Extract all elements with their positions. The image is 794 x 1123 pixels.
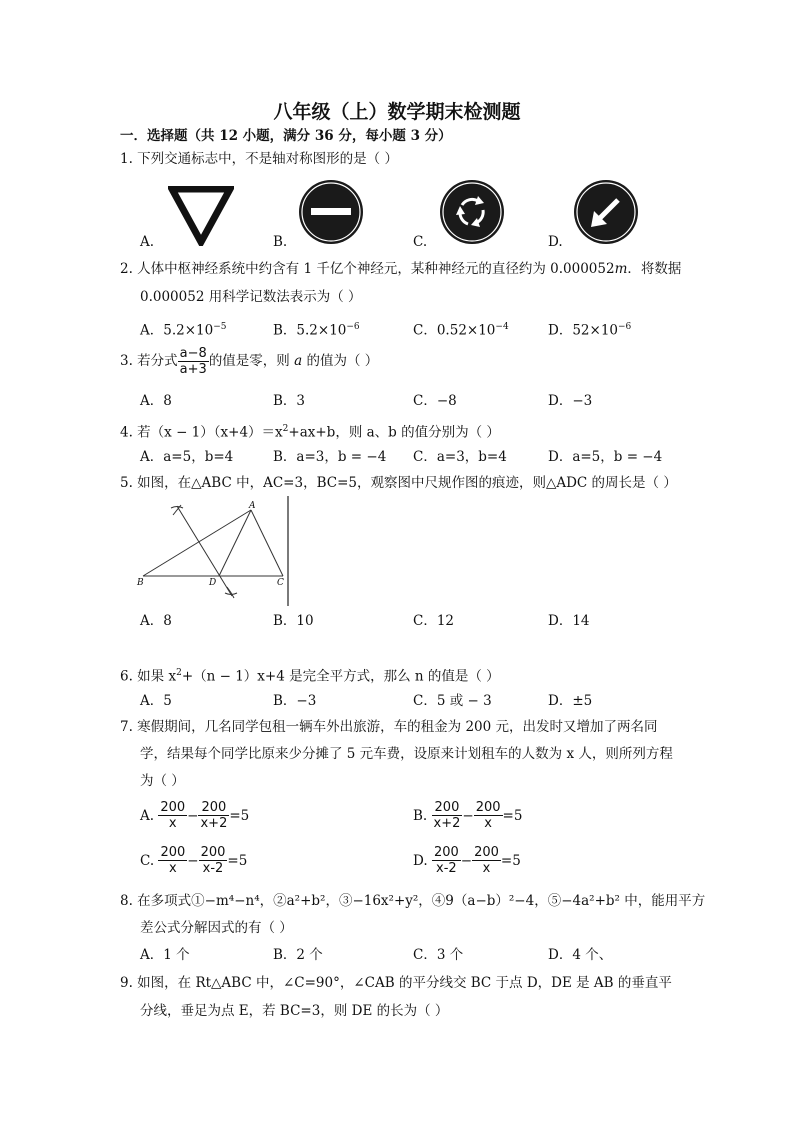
q6-option-a: A．5 bbox=[140, 693, 172, 709]
q6-option-d: D．±5 bbox=[548, 693, 593, 709]
vertex-label-b: B bbox=[137, 578, 144, 588]
q2-option-a: A．$5.2\times 10^{-5}$ bbox=[140, 322, 227, 339]
q2-option-d: D．$52\times 10^{-6}$ bbox=[548, 322, 632, 339]
question-6-text: 6. 如果 $x^2+(n - 1)x+4$ 是完全平方式，那么 n 的值是（ ） bbox=[120, 668, 500, 685]
question-9-line-2: 分线，垂足为点 E，若 BC=3，则 DE 的长为（ ） bbox=[140, 1003, 449, 1019]
q7-option-c: C. $\frac{200}{x}$ − $\frac{200}{x-2}$ =5 bbox=[140, 845, 248, 876]
vertex-label-a: A bbox=[249, 501, 256, 511]
q4-option-a: A．a=5，b=4 bbox=[140, 449, 234, 465]
question-5-text: 5. 如图，在△ABC 中，AC=3，BC=5，观察图中尺规作图的痕迹，则△ADC 的周长是（ ） bbox=[120, 475, 677, 491]
vertex-label-d: D bbox=[209, 578, 217, 588]
q2-option-b: B．$5.2\times 10^{-6}$ bbox=[273, 322, 360, 339]
q3-option-b: B．3 bbox=[273, 393, 306, 409]
q7-option-b: B. $\frac{200}{x+2}$ − $\frac{200}{x}$ =5 bbox=[413, 800, 523, 831]
q4-option-c: C．a=3，b=4 bbox=[413, 449, 507, 465]
question-7-line-3: 为（ ） bbox=[140, 773, 185, 789]
q3-option-c: C．−8 bbox=[413, 393, 457, 409]
q6-option-c: C．5 或 − 3 bbox=[413, 693, 492, 709]
q1-option-b: B. bbox=[273, 234, 288, 250]
question-1-text: 1. 下列交通标志中，不是轴对称图形的是（ ） bbox=[120, 151, 398, 167]
question-9-line-1: 9. 如图，在 Rt△ABC 中，∠C=90°，∠CAB 的平分线交 BC 于点 D，DE 是 AB 的垂直平 bbox=[120, 975, 672, 991]
q5-option-b: B．10 bbox=[273, 613, 314, 629]
page-title: 八年级（上）数学期末检测题 bbox=[273, 101, 521, 123]
q8-option-d: D．4 个、 bbox=[548, 947, 613, 963]
no-entry-sign-icon bbox=[297, 178, 365, 250]
q5-triangle-figure bbox=[135, 496, 295, 612]
question-4-text: 4. 若$(x - 1)(x+4)=x^2+ax+b$，则 a、b 的值分别为（ ） bbox=[120, 424, 500, 441]
question-2-line-1: 2. 人体中枢神经系统中约含有 1 千亿个神经元，某种神经元的直径约为 0.000052m．将数据 bbox=[120, 261, 682, 277]
q3-option-a: A．8 bbox=[140, 393, 172, 409]
inverted-triangle-sign-icon bbox=[168, 186, 234, 250]
q2-option-c: C．$0.52\times 10^{-4}$ bbox=[413, 322, 509, 339]
q4-option-d: D．a=5，b = −4 bbox=[548, 449, 663, 465]
q5-option-c: C．12 bbox=[413, 613, 455, 629]
q3-option-d: D．−3 bbox=[548, 393, 593, 409]
question-7-line-2: 学，结果每个同学比原来少分摊了 5 元车费，设原来计划租车的人数为 x 人，则所列方程 bbox=[140, 746, 673, 762]
q8-option-a: A．1 个 bbox=[140, 947, 190, 963]
q5-option-d: D．14 bbox=[548, 613, 590, 629]
q7-option-d: D. $\frac{200}{x-2}$ − $\frac{200}{x}$ =5 bbox=[413, 845, 521, 876]
q3-fraction: $\frac{a-8}{a+3}$ bbox=[179, 346, 207, 377]
vertex-label-c: C bbox=[277, 578, 284, 588]
q8-option-c: C．3 个 bbox=[413, 947, 464, 963]
q8-option-b: B．2 个 bbox=[273, 947, 323, 963]
question-8-line-1: 8. 在多项式①−m⁴−n⁴，②a²+b²，③−16x²+y²，④9（a−b）²−4，⑤−4a²+b² 中，能用平方 bbox=[120, 893, 706, 909]
q1-option-c: C. bbox=[413, 234, 428, 250]
section-heading: 一．选择题（共 12 小题，满分 36 分，每小题 3 分） bbox=[120, 128, 452, 144]
question-2-line-2: 0.000052 用科学记数法表示为（ ） bbox=[140, 289, 362, 305]
diagonal-arrow-sign-icon bbox=[572, 178, 640, 250]
q1-option-d: D. bbox=[548, 234, 563, 250]
q5-option-a: A．8 bbox=[140, 613, 172, 629]
question-7-line-1: 7. 寒假期间，几名同学包租一辆车外出旅游，车的租金为 200 元，出发时又增加了两名同 bbox=[120, 719, 658, 735]
question-8-line-2: 差公式分解因式的有（ ） bbox=[140, 920, 293, 936]
question-3-text: 3. 若分式 $\frac{a-8}{a+3}$ 的值是零，则 a 的值为（ ） bbox=[120, 346, 379, 377]
q4-option-b: B．a=3，b = −4 bbox=[273, 449, 387, 465]
q7-option-a: A. $\frac{200}{x}$ − $\frac{200}{x+2}$ =5 bbox=[140, 800, 250, 831]
q6-option-b: B．−3 bbox=[273, 693, 317, 709]
roundabout-sign-icon bbox=[438, 178, 506, 250]
q1-option-a: A. bbox=[140, 234, 155, 250]
